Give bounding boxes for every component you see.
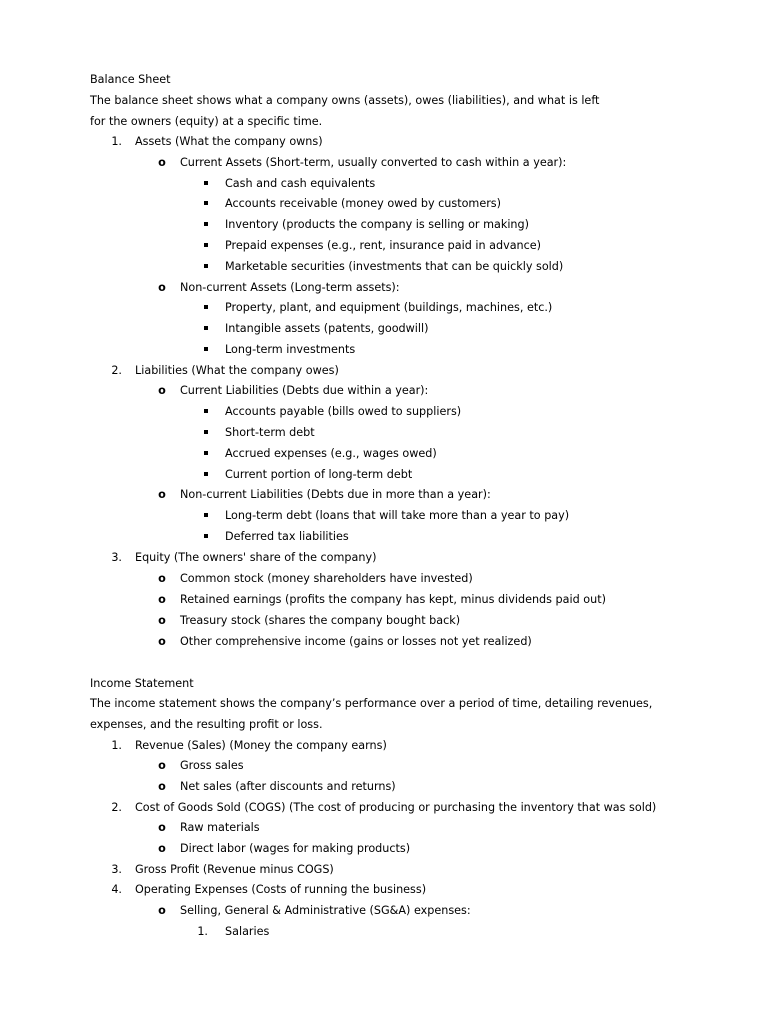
list-number: 1. bbox=[197, 925, 208, 938]
circle-bullet-icon: o bbox=[158, 593, 166, 606]
list-item-sga: o Selling, General & Administrative (SG&A) expenses: bbox=[0, 900, 768, 921]
list-item: Marketable securities (investments that can be quickly sold) bbox=[0, 256, 768, 277]
circle-bullet-icon: o bbox=[158, 384, 166, 397]
list-item-operating-expenses: 4. Operating Expenses (Costs of running the business) bbox=[0, 879, 768, 900]
square-bullet-icon bbox=[201, 526, 211, 547]
list-item: o Net sales (after discounts and returns) bbox=[0, 776, 768, 797]
circle-bullet-icon: o bbox=[158, 572, 166, 585]
list-number: 1. bbox=[111, 739, 122, 752]
list-item-noncurrent-assets: o Non-current Assets (Long-term assets): bbox=[0, 277, 768, 298]
square-bullet-icon bbox=[201, 173, 211, 194]
list-item: Inventory (products the company is selling or making) bbox=[0, 214, 768, 235]
balance-sheet-heading: Balance Sheet bbox=[90, 73, 171, 86]
list-item: o Direct labor (wages for making products) bbox=[0, 838, 768, 859]
list-item-liabilities: 2. Liabilities (What the company owes) bbox=[0, 360, 768, 381]
list-item: Long-term debt (loans that will take more than a year to pay) bbox=[0, 505, 768, 526]
circle-bullet-icon: o bbox=[158, 156, 166, 169]
list-item-assets: 1. Assets (What the company owns) bbox=[0, 131, 768, 152]
list-item: Accrued expenses (e.g., wages owed) bbox=[0, 443, 768, 464]
square-bullet-icon bbox=[201, 401, 211, 422]
list-number: 1. bbox=[111, 135, 122, 148]
list-item: o Gross sales bbox=[0, 755, 768, 776]
list-item: Cash and cash equivalents bbox=[0, 173, 768, 194]
list-item: o Raw materials bbox=[0, 817, 768, 838]
list-item: Prepaid expenses (e.g., rent, insurance paid in advance) bbox=[0, 235, 768, 256]
square-bullet-icon bbox=[201, 422, 211, 443]
balance-sheet-intro-line-1: The balance sheet shows what a company owns (assets), owes (liabilities), and what is left bbox=[90, 94, 600, 107]
circle-bullet-icon: o bbox=[158, 614, 166, 627]
square-bullet-icon bbox=[201, 339, 211, 360]
income-statement-heading: Income Statement bbox=[90, 677, 194, 690]
list-item-current-assets: o Current Assets (Short-term, usually converted to cash within a year): bbox=[0, 152, 768, 173]
list-item: Short-term debt bbox=[0, 422, 768, 443]
list-item-noncurrent-liabilities: o Non-current Liabilities (Debts due in more than a year): bbox=[0, 484, 768, 505]
square-bullet-icon bbox=[201, 443, 211, 464]
square-bullet-icon bbox=[201, 318, 211, 339]
list-item-current-liabilities: o Current Liabilities (Debts due within a year): bbox=[0, 380, 768, 401]
list-item: o Retained earnings (profits the company has kept, minus dividends paid out) bbox=[0, 589, 768, 610]
list-number: 3. bbox=[111, 863, 122, 876]
list-number: 3. bbox=[111, 551, 122, 564]
list-item: Long-term investments bbox=[0, 339, 768, 360]
list-item-revenue: 1. Revenue (Sales) (Money the company earns) bbox=[0, 735, 768, 756]
list-item: o Other comprehensive income (gains or losses not yet realized) bbox=[0, 631, 768, 652]
balance-sheet-intro-line-2: for the owners (equity) at a specific time. bbox=[90, 115, 323, 128]
square-bullet-icon bbox=[201, 193, 211, 214]
list-number: 2. bbox=[111, 801, 122, 814]
list-item-salaries: 1. Salaries bbox=[0, 921, 768, 942]
list-item: o Common stock (money shareholders have invested) bbox=[0, 568, 768, 589]
square-bullet-icon bbox=[201, 235, 211, 256]
circle-bullet-icon: o bbox=[158, 635, 166, 648]
square-bullet-icon bbox=[201, 464, 211, 485]
square-bullet-icon bbox=[201, 505, 211, 526]
list-item: Accounts receivable (money owed by customers) bbox=[0, 193, 768, 214]
list-item: Current portion of long-term debt bbox=[0, 464, 768, 485]
list-item-cogs: 2. Cost of Goods Sold (COGS) (The cost of producing or purchasing the inventory that was sold) bbox=[0, 797, 768, 818]
list-item: Property, plant, and equipment (buildings, machines, etc.) bbox=[0, 297, 768, 318]
list-item: Intangible assets (patents, goodwill) bbox=[0, 318, 768, 339]
list-item: Accounts payable (bills owed to suppliers) bbox=[0, 401, 768, 422]
list-item: o Treasury stock (shares the company bought back) bbox=[0, 610, 768, 631]
circle-bullet-icon: o bbox=[158, 842, 166, 855]
circle-bullet-icon: o bbox=[158, 488, 166, 501]
square-bullet-icon bbox=[201, 297, 211, 318]
list-number: 4. bbox=[111, 883, 122, 896]
circle-bullet-icon: o bbox=[158, 821, 166, 834]
list-number: 2. bbox=[111, 364, 122, 377]
list-item-equity: 3. Equity (The owners' share of the company) bbox=[0, 547, 768, 568]
circle-bullet-icon: o bbox=[158, 904, 166, 917]
list-item: Deferred tax liabilities bbox=[0, 526, 768, 547]
circle-bullet-icon: o bbox=[158, 780, 166, 793]
income-statement-intro-line-2: expenses, and the resulting profit or loss. bbox=[90, 718, 323, 731]
square-bullet-icon bbox=[201, 256, 211, 277]
circle-bullet-icon: o bbox=[158, 759, 166, 772]
income-statement-intro-line-1: The income statement shows the company’s performance over a period of time, detailing revenues, bbox=[90, 697, 653, 710]
circle-bullet-icon: o bbox=[158, 281, 166, 294]
list-item-gross-profit: 3. Gross Profit (Revenue minus COGS) bbox=[0, 859, 768, 880]
square-bullet-icon bbox=[201, 214, 211, 235]
